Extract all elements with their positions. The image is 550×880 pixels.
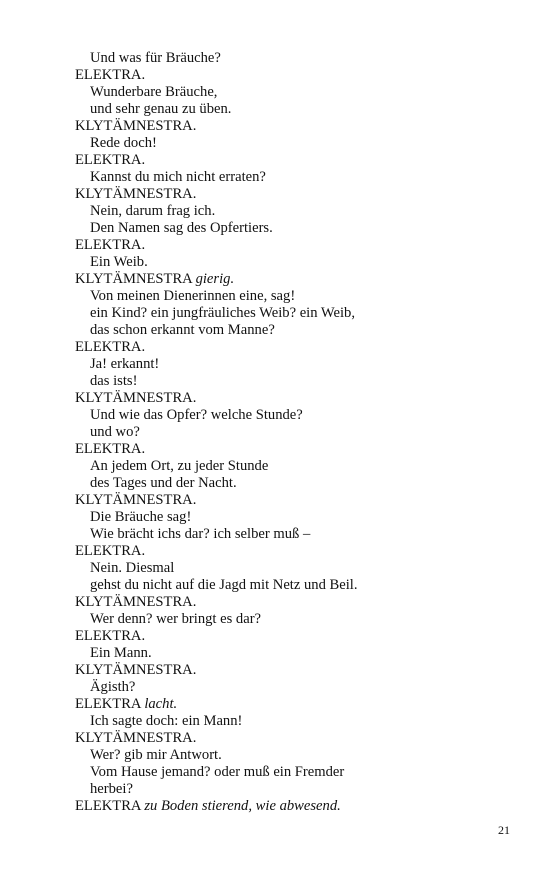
speech-line — [75, 781, 515, 798]
speech-line — [75, 220, 515, 237]
dialogue-text: Wer denn? wer bringt es dar? — [90, 611, 262, 627]
speaker-name: KLYTÄMNESTRA. — [75, 594, 197, 610]
speaker-line — [75, 543, 515, 560]
speaker-name: ELEKTRA. — [75, 67, 146, 83]
speech-line — [75, 373, 515, 390]
speaker-line — [75, 594, 515, 611]
speaker-line — [75, 390, 515, 407]
speaker-line — [75, 237, 515, 254]
speaker-line — [75, 730, 515, 747]
speaker-line — [75, 271, 515, 288]
dialogue-text: Ja! erkannt! — [90, 356, 160, 372]
speech-line — [75, 645, 515, 662]
stage-direction: gierig. — [195, 271, 235, 287]
dialogue-text: Und was für Bräuche? — [90, 50, 221, 66]
speaker-line — [75, 118, 515, 135]
dialogue-text: herbei? — [90, 781, 133, 797]
page-number: 21 — [498, 823, 510, 837]
speaker-name: KLYTÄMNESTRA — [75, 271, 192, 287]
speaker-name: ELEKTRA. — [75, 543, 146, 559]
dialogue-text: Wie brächt ichs dar? ich selber muß – — [90, 526, 311, 542]
dialogue-text: Rede doch! — [90, 135, 157, 151]
dialogue-text: des Tages und der Nacht. — [90, 475, 237, 491]
speech-line — [75, 135, 515, 152]
speaker-name: ELEKTRA. — [75, 339, 146, 355]
speaker-line — [75, 152, 515, 169]
dialogue-text: Den Namen sag des Opfertiers. — [90, 220, 273, 236]
speech-line — [75, 84, 515, 101]
speaker-line — [75, 441, 515, 458]
speech-line — [75, 679, 515, 696]
speaker-line — [75, 67, 515, 84]
dialogue-text: Nein, darum frag ich. — [90, 203, 216, 219]
speech-line — [75, 322, 515, 339]
dialogue-text: Ägisth? — [90, 679, 136, 695]
speaker-line — [75, 696, 515, 713]
speech-line — [75, 203, 515, 220]
speaker-line — [75, 662, 515, 679]
dialogue-text: Vom Hause jemand? oder muß ein Fremder — [90, 764, 345, 780]
dialogue-text: das ists! — [90, 373, 138, 389]
speech-line — [75, 407, 515, 424]
speech-line — [75, 458, 515, 475]
dialogue-text: gehst du nicht auf die Jagd mit Netz und Beil. — [90, 577, 358, 593]
speech-line — [75, 305, 515, 322]
speaker-line — [75, 186, 515, 203]
speaker-name: ELEKTRA — [75, 696, 141, 712]
speech-line — [75, 713, 515, 730]
dialogue-text: Ein Mann. — [90, 645, 152, 661]
dialogue-text: ein Kind? ein jungfräuliches Weib? ein Weib, — [90, 305, 355, 321]
dialogue-text: Ein Weib. — [90, 254, 148, 270]
dialogue-text: und wo? — [90, 424, 140, 440]
dialogue-text: und sehr genau zu üben. — [90, 101, 232, 117]
speech-line — [75, 288, 515, 305]
speech-line — [75, 577, 515, 594]
speech-line — [75, 50, 515, 67]
speech-line — [75, 356, 515, 373]
speech-line — [75, 424, 515, 441]
speech-line — [75, 475, 515, 492]
speaker-name: ELEKTRA. — [75, 628, 146, 644]
speaker-name: ELEKTRA. — [75, 237, 146, 253]
speech-line — [75, 169, 515, 186]
speaker-name: KLYTÄMNESTRA. — [75, 492, 197, 508]
speech-line — [75, 764, 515, 781]
speech-line — [75, 560, 515, 577]
dialogue-text: Wer? gib mir Antwort. — [90, 747, 222, 763]
speaker-name: KLYTÄMNESTRA. — [75, 186, 197, 202]
dialogue-text: das schon erkannt vom Manne? — [90, 322, 275, 338]
speech-line — [75, 509, 515, 526]
speech-line — [75, 101, 515, 118]
dialogue-text: Von meinen Dienerinnen eine, sag! — [90, 288, 296, 304]
speaker-name: KLYTÄMNESTRA. — [75, 118, 197, 134]
speaker-line — [75, 798, 515, 815]
speaker-name: KLYTÄMNESTRA. — [75, 662, 197, 678]
dialogue-text: Wunderbare Bräuche, — [90, 84, 218, 100]
speech-line — [75, 526, 515, 543]
speech-line — [75, 254, 515, 271]
stage-direction: lacht. — [144, 696, 178, 712]
dialogue-text: An jedem Ort, zu jeder Stunde — [90, 458, 269, 474]
speaker-line — [75, 628, 515, 645]
speaker-name: KLYTÄMNESTRA. — [75, 730, 197, 746]
dialogue-text: Ich sagte doch: ein Mann! — [90, 713, 243, 729]
speech-line — [75, 611, 515, 628]
dialogue-text: Die Bräuche sag! — [90, 509, 192, 525]
speaker-name: KLYTÄMNESTRA. — [75, 390, 197, 406]
dialogue-text: Und wie das Opfer? welche Stunde? — [90, 407, 303, 423]
speaker-line — [75, 492, 515, 509]
speaker-line — [75, 339, 515, 356]
speaker-name: ELEKTRA. — [75, 441, 146, 457]
speaker-name: ELEKTRA — [75, 798, 141, 814]
speech-line — [75, 747, 515, 764]
dialogue-text: Kannst du mich nicht erraten? — [90, 169, 266, 185]
play-text — [75, 50, 515, 815]
speaker-name: ELEKTRA. — [75, 152, 146, 168]
dialogue-text: Nein. Diesmal — [90, 560, 175, 576]
stage-direction: zu Boden stierend, wie abwesend. — [144, 798, 341, 814]
